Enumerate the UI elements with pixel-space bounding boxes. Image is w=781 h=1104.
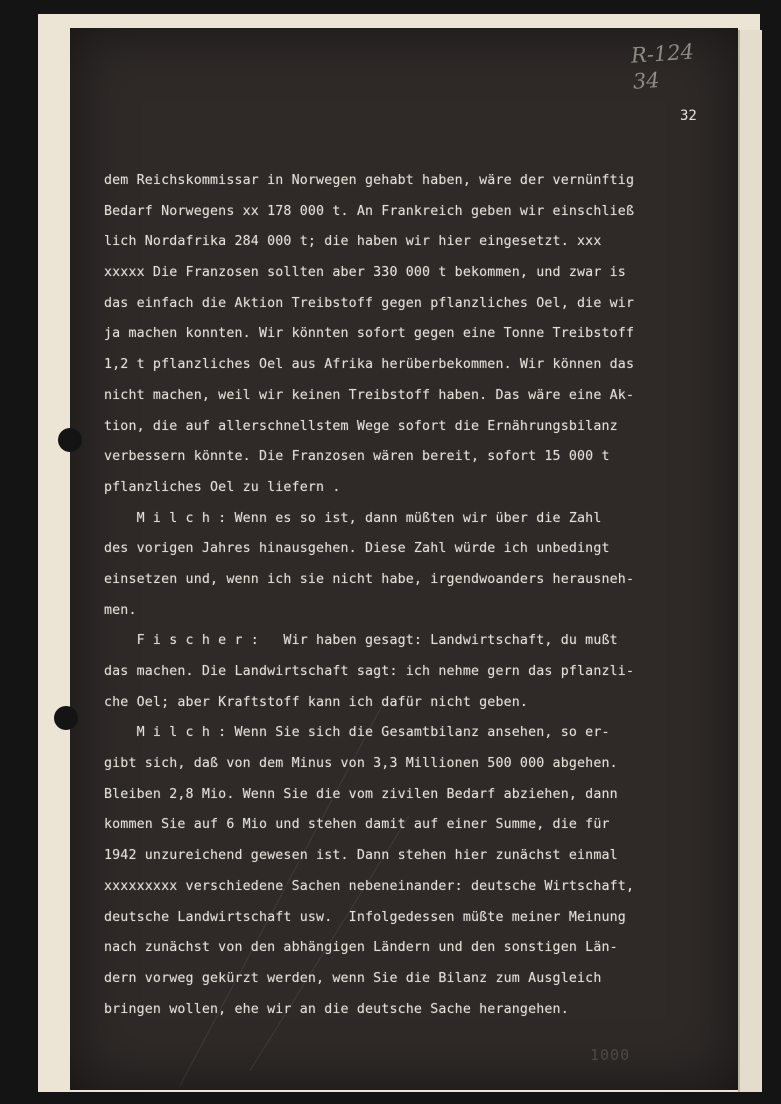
punch-hole bbox=[54, 706, 78, 730]
text-line: tion, die auf allerschnellstem Wege sofort die Ernährungsbilanz bbox=[104, 418, 618, 434]
text-line: deutsche Landwirtschaft usw. Infolgedessen müßte meiner Meinung bbox=[104, 909, 626, 925]
text-line: M i l c h : Wenn es so ist, dann müßten wir über die Zahl bbox=[104, 510, 602, 526]
text-line: Bleiben 2,8 Mio. Wenn Sie die vom zivilen Bedarf abziehen, dann bbox=[104, 786, 618, 802]
text-line: verbessern könnte. Die Franzosen wären bereit, sofort 15 000 t bbox=[104, 449, 610, 465]
text-line: che Oel; aber Kraftstoff kann ich dafür nicht geben. bbox=[104, 694, 529, 710]
text-line: M i l c h : Wenn Sie sich die Gesamtbilanz ansehen, so er- bbox=[104, 725, 610, 741]
text-line: das einfach die Aktion Treibstoff gegen pflanzliches Oel, die wir bbox=[104, 295, 635, 311]
text-line: 1,2 t pflanzliches Oel aus Afrika herüberbekommen. Wir können das bbox=[104, 357, 635, 373]
archive-ref-line: 34 bbox=[632, 67, 661, 94]
page-number: 32 bbox=[680, 108, 697, 124]
text-line: men. bbox=[104, 602, 137, 618]
text-line: xxxxx Die Franzosen sollten aber 330 000 t bekommen, und zwar is bbox=[104, 265, 626, 281]
faded-stamp: 1000 bbox=[590, 1046, 631, 1064]
text-line: dem Reichskommissar in Norwegen gehabt haben, wäre der vernünftig bbox=[104, 173, 635, 188]
text-line: gibt sich, daß von dem Minus von 3,3 Millionen 500 000 abgehen. bbox=[104, 756, 618, 772]
text-line: dern vorweg gekürzt werden, wenn Sie die Bilanz zum Ausgleich bbox=[104, 970, 602, 986]
punch-hole bbox=[58, 428, 82, 452]
archive-reference-handwritten bbox=[630, 37, 714, 98]
text-line: ja machen konnten. Wir könnten sofort gegen eine Tonne Treibstoff bbox=[104, 326, 635, 342]
text-line: nicht machen, weil wir keinen Treibstoff haben. Das wäre eine Ak- bbox=[104, 387, 635, 403]
text-line: 1942 unzureichend gewesen ist. Dann stehen hier zunächst einmal bbox=[104, 848, 618, 864]
text-line: das machen. Die Landwirtschaft sagt: ich nehme gern das pflanzli- bbox=[104, 664, 635, 679]
typed-text-block bbox=[104, 166, 714, 1025]
paper-edge-strip bbox=[738, 30, 762, 1092]
text-line: F i s c h e r : Wir haben gesagt: Landwirtschaft, du mußt bbox=[104, 633, 618, 649]
text-line: kommen Sie auf 6 Mio und stehen damit auf einer Summe, die für bbox=[104, 817, 610, 833]
text-line: bringen wollen, ehe wir an die deutsche Sache herangehen. bbox=[104, 1001, 569, 1017]
text-line: nach zunächst von den abhängigen Ländern und den sonstigen Län- bbox=[104, 940, 618, 956]
text-line: pflanzliches Oel zu liefern . bbox=[104, 479, 341, 495]
text-line: des vorigen Jahres hinausgehen. Diese Zahl würde ich unbedingt bbox=[104, 541, 610, 557]
text-line: xxxxxxxxx verschiedene Sachen nebeneinander: deutsche Wirtschaft, bbox=[104, 878, 635, 894]
archive-ref-line: R-124 bbox=[630, 39, 695, 68]
text-line: Bedarf Norwegens xx 178 000 t. An Frankreich geben wir einschließ bbox=[104, 203, 635, 219]
text-line: einsetzen und, wenn ich sie nicht habe, irgendwoanders herausneh- bbox=[104, 571, 635, 587]
text-line: lich Nordafrika 284 000 t; die haben wir hier eingesetzt. xxx bbox=[104, 234, 602, 250]
